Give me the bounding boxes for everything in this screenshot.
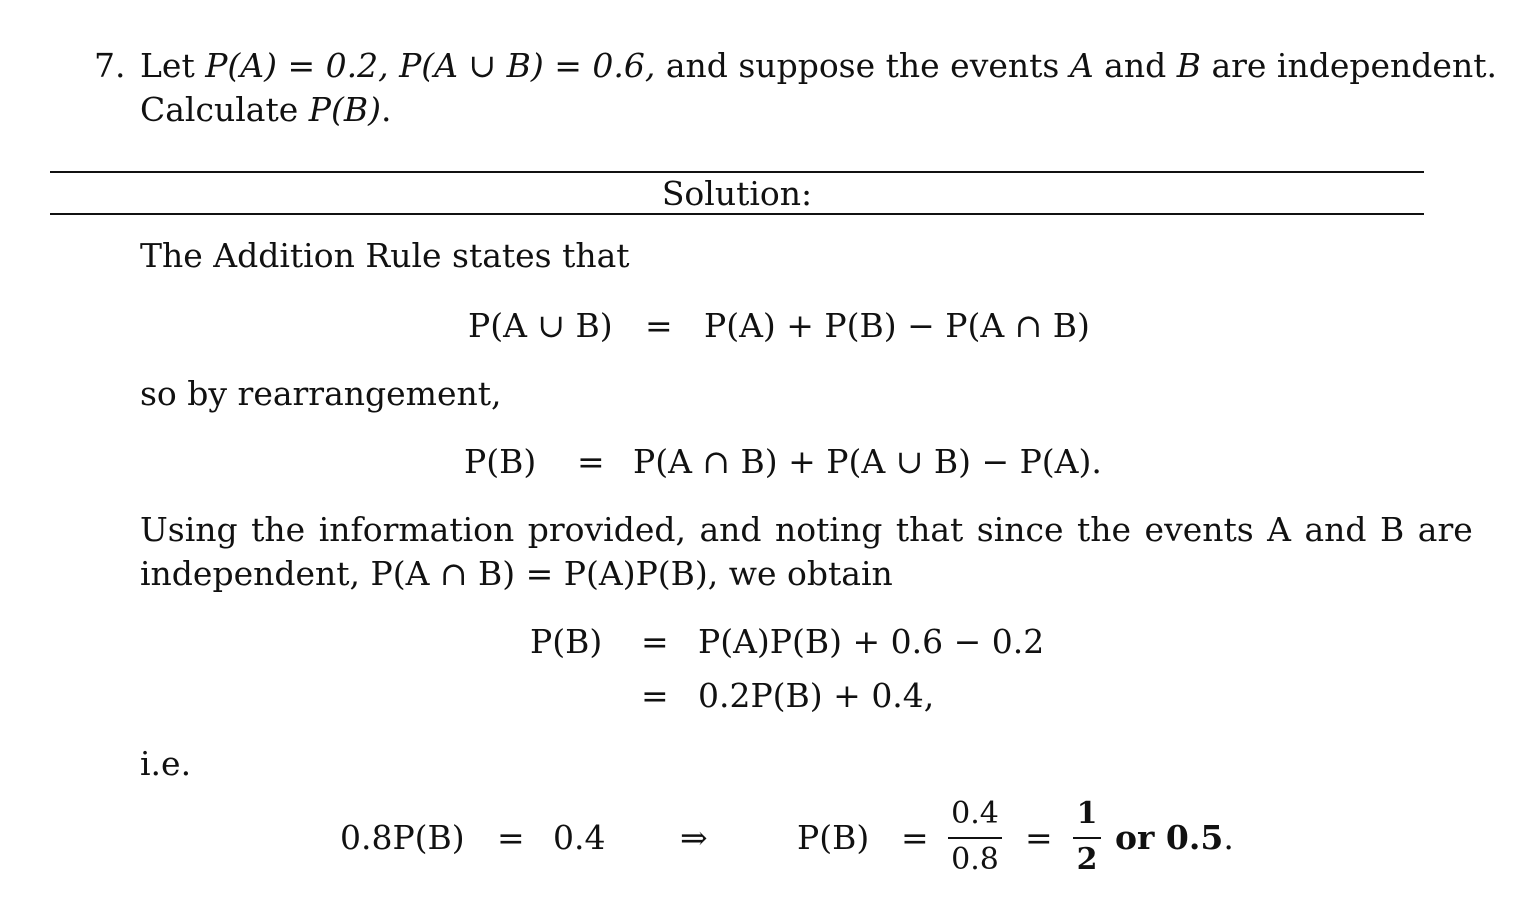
eq2-equals: = [577, 442, 605, 481]
final-equals-1: = [497, 818, 525, 857]
rearrangement-text: so by rearrangement, [140, 374, 502, 413]
question-given-values: P(A) = 0.2, P(A ∪ B) = 0.6, [205, 46, 656, 85]
question-number: 7. [94, 46, 126, 85]
final-pb: P(B) [797, 818, 870, 857]
fraction-0.4-over-0.8 [948, 797, 1002, 877]
eq1-rhs: P(A) + P(B) − P(A ∩ B) [704, 306, 1090, 345]
fraction-numerator: 0.4 [951, 796, 999, 831]
solution-heading: Solution: [661, 174, 813, 213]
question-line-2: Calculate P(B). [140, 90, 392, 129]
addition-rule-intro: The Addition Rule states that [140, 236, 630, 275]
final-answer: or 0.5. [1115, 818, 1234, 857]
solution-bottom-rule [50, 213, 1424, 215]
eq3-equals: = [641, 622, 669, 661]
using-info-line-2: independent, P(A ∩ B) = P(A)P(B), we obtain [140, 554, 893, 593]
half-bar [1073, 837, 1101, 839]
final-value: 0.4 [553, 818, 606, 857]
fraction-bar [948, 837, 1002, 839]
eq4-equals: = [641, 676, 669, 715]
half-denominator: 2 [1076, 842, 1098, 877]
eq1-equals: = [645, 306, 673, 345]
implies-symbol: ⇒ [680, 818, 708, 857]
eq4-rhs: 0.2P(B) + 0.4, [698, 676, 935, 715]
half-numerator: 1 [1076, 796, 1098, 831]
eq2-rhs: P(A ∩ B) + P(A ∪ B) − P(A). [633, 442, 1102, 481]
eq3-rhs: P(A)P(B) + 0.6 − 0.2 [698, 622, 1045, 661]
final-equals-3: = [1025, 818, 1053, 857]
final-equals-2: = [901, 818, 929, 857]
using-info-line-1: Using the information provided, and noting that since the events A and B are [140, 510, 1473, 549]
eq3-lhs: P(B) [530, 622, 603, 661]
final-answer-tail: or 0.5 [1115, 818, 1224, 857]
solution-top-rule [50, 171, 1424, 173]
eq2-lhs: P(B) [464, 442, 537, 481]
question-line-1: Let P(A) = 0.2, P(A ∪ B) = 0.6, and suppose the events A and B are independent. [140, 46, 1497, 85]
fraction-one-half [1073, 797, 1101, 877]
fraction-denominator: 0.8 [951, 842, 999, 877]
final-lhs: 0.8P(B) [340, 818, 465, 857]
eq1-lhs: P(A ∪ B) [468, 306, 613, 345]
ie-text: i.e. [140, 744, 192, 783]
